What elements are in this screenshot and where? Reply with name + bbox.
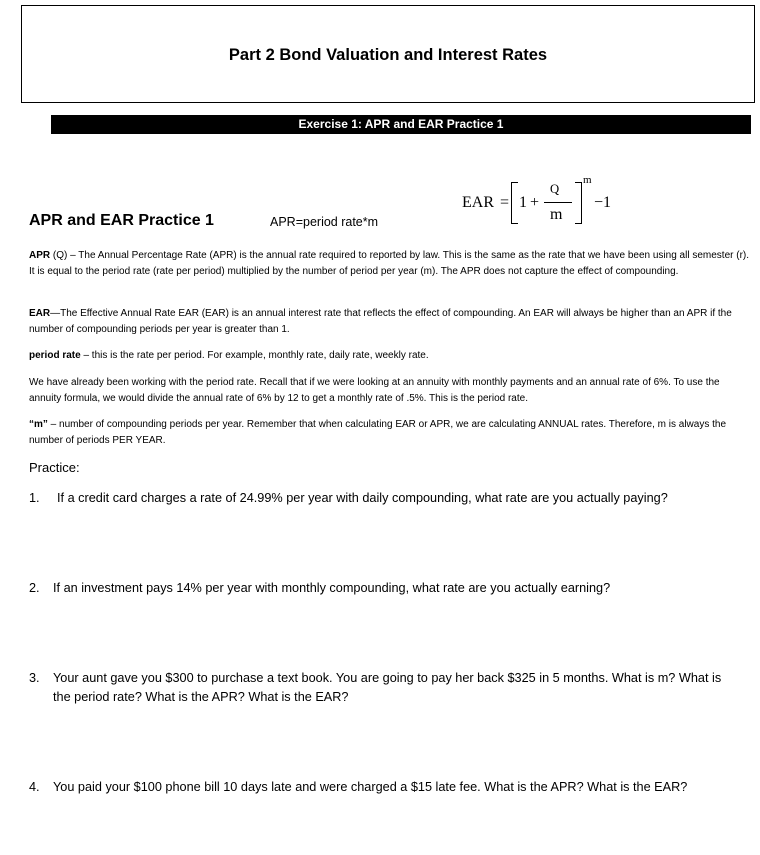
definition-apr xyxy=(29,248,751,279)
definition-term: EAR xyxy=(29,308,51,319)
formula-lhs: EAR xyxy=(462,194,494,211)
formula-denominator: m xyxy=(550,206,563,223)
title-box xyxy=(21,5,755,103)
formula-numerator: Q xyxy=(550,182,560,196)
question-text: If an investment pays 14% per year with monthly compounding, what rate are you actually earning? xyxy=(53,581,611,595)
definition-term: “m” xyxy=(29,419,48,430)
definition-text: (Q) – The Annual Percentage Rate (APR) is the annual rate required to reported by law. This is the same as the rate that we have been using all semester (r). It is equal to the period rate (rate per period) multiplied by the number of period per year (m). The APR does not capture the effect of compounding. xyxy=(29,250,750,277)
definition-text: —The Effective Annual Rate EAR (EAR) is an annual interest rate that reflects the effect of compounding. An EAR will always be higher than an APR if the number of compounding periods per year is greater than 1. xyxy=(29,308,732,335)
definition-ear xyxy=(29,306,751,337)
section-title: APR and EAR Practice 1 xyxy=(29,212,214,229)
formula-exponent: m xyxy=(583,174,592,186)
practice-label: Practice: xyxy=(29,460,80,475)
exercise-banner: Exercise 1: APR and EAR Practice 1 xyxy=(51,115,751,134)
definition-period-rate xyxy=(29,348,751,364)
question-number: 3. xyxy=(29,671,40,685)
ear-formula xyxy=(462,176,622,232)
formula-one: 1 xyxy=(519,194,527,211)
page-title: Part 2 Bond Valuation and Interest Rates xyxy=(228,46,548,64)
paragraph-period-rate-example xyxy=(29,375,751,406)
formula-right-bracket xyxy=(575,182,582,224)
formula-left-bracket xyxy=(511,182,518,224)
formula-fraction-bar xyxy=(544,202,572,203)
definition-term: APR xyxy=(29,250,51,261)
paragraph-text: We have already been working with the period rate. Recall that if we were looking at an annuity with monthly payments and an annual rate of 6%. To use the annuity formula, we would divide the annual rate of 6% by 12 to get a monthly rate of .5%. This is the period rate. xyxy=(29,377,720,404)
apr-formula-text: APR=period rate*m xyxy=(270,215,379,229)
question-number: 2. xyxy=(29,581,40,595)
definition-text: – this is the rate per period. For example, monthly rate, daily rate, weekly rate. xyxy=(80,350,429,361)
definition-m xyxy=(29,417,751,448)
question-text: If a credit card charges a rate of 24.99% per year with daily compounding, what rate are you actually paying? xyxy=(57,491,668,505)
question-text: Your aunt gave you $300 to purchase a text book. You are going to pay her back $325 in 5 months. What is m? What is the period rate? What is the APR? What is the EAR? xyxy=(53,671,722,704)
definition-text: – number of compounding periods per year. Remember that when calculating EAR or APR, we are calculating ANNUAL rates. Therefore, m is always the number of periods PER YEAR. xyxy=(29,419,727,446)
question-text: You paid your $100 phone bill 10 days late and were charged a $15 late fee. What is the APR? What is the EAR? xyxy=(53,780,688,794)
formula-equals: = xyxy=(500,194,510,211)
formula-plus: + xyxy=(530,194,540,211)
formula-minus-one: −1 xyxy=(594,194,612,211)
question-number: 1. xyxy=(29,491,40,505)
definition-term: period rate xyxy=(29,350,81,361)
question-number: 4. xyxy=(29,780,40,794)
